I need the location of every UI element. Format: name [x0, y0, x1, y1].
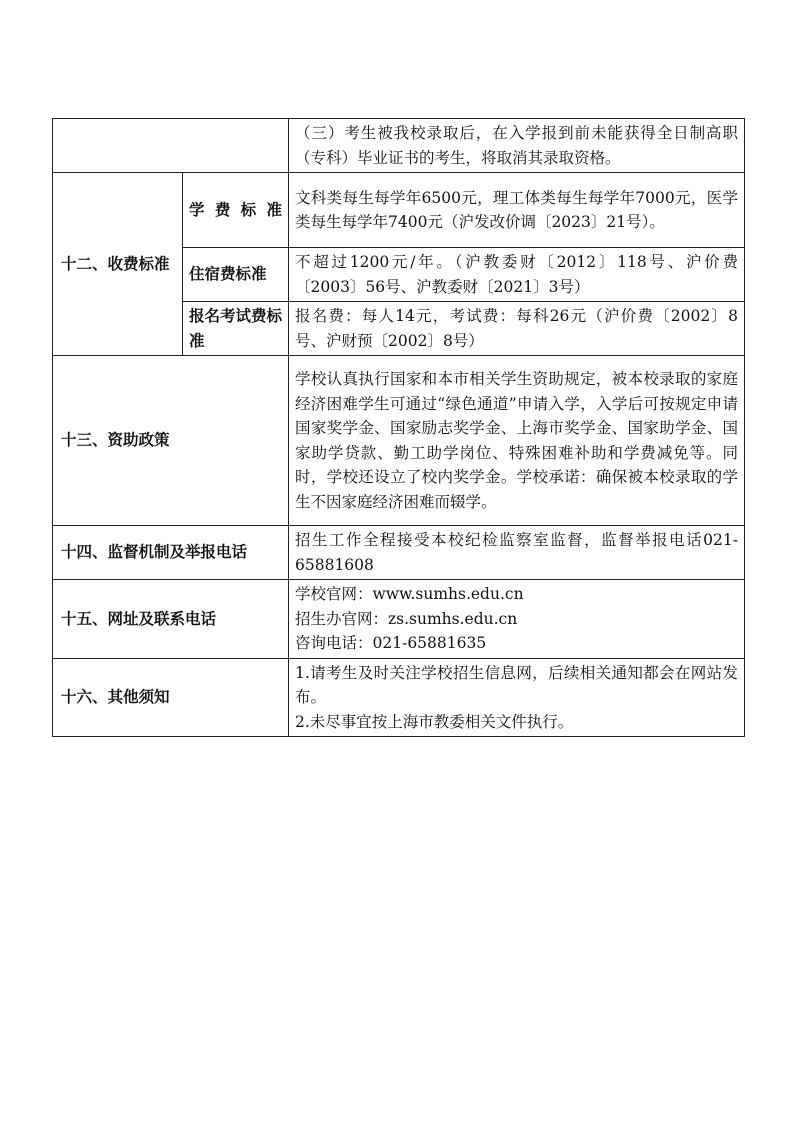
admission-info-table: [52, 118, 745, 737]
table-row-section-14: [53, 526, 745, 580]
notice-item-1: 1.请考生及时关注学校招生信息网，后续相关通知都会在网站发布。: [295, 663, 738, 706]
table-row-continuation: [53, 119, 745, 173]
section-14-label: 十四、监督机制及举报电话: [53, 526, 289, 580]
lodging-label: 住宿费标准: [183, 248, 289, 302]
section-15-label: 十五、网址及联系电话: [53, 580, 289, 659]
table-row-section-13: [53, 356, 745, 526]
tuition-text: 文科类每生每学年6500元，理工体类每生每学年7000元，医学类每生每学年7400元（沪发改价调〔2023〕21号）。: [289, 173, 745, 248]
section-13-text: 学校认真执行国家和本市相关学生资助规定，被本校录取的家庭经济困难学生可通过“绿色通道”申请入学，入学后可按规定申请国家奖学金、国家励志奖学金、上海市奖学金、国家助学金、国家助学贷款、勤工助学岗位、特殊困难补助和学费减免等。同时，学校还设立了校内奖学金。学校承诺：确保被本校录取的学生不因家庭经济困难而辍学。: [289, 356, 745, 526]
section-16-label: 十六、其他须知: [53, 658, 289, 737]
admissions-website-line: 招生办官网：zs.sumhs.edu.cn: [295, 609, 518, 628]
tuition-label: 学费标准: [183, 173, 289, 248]
lodging-text: 不超过1200元/年。（沪教委财〔2012〕118号、沪价费〔2003〕56号、沪教委财〔2021〕3号）: [289, 248, 745, 302]
section-16-content: [289, 658, 745, 737]
consult-phone-line: 咨询电话：021-65881635: [295, 634, 487, 652]
continuation-label-cell: [53, 119, 289, 173]
section-14-text: 招生工作全程接受本校纪检监察室监督，监督举报电话021-65881608: [289, 526, 745, 580]
exam-fee-label: 报名考试费标准: [183, 302, 289, 356]
section-13-label: 十三、资助政策: [53, 356, 289, 526]
notice-item-2: 2.未尽事宜按上海市教委相关文件执行。: [295, 712, 574, 731]
continuation-text: （三）考生被我校录取后，在入学报到前未能获得全日制高职（专科）毕业证书的考生，将取消其录取资格。: [289, 119, 745, 173]
table-row-tuition: [53, 173, 745, 248]
section-15-content: [289, 580, 745, 659]
table-row-section-15: [53, 580, 745, 659]
table-row-section-16: [53, 658, 745, 737]
section-12-label: 十二、收费标准: [53, 173, 183, 356]
school-website-line: 学校官网：www.sumhs.edu.cn: [295, 585, 524, 603]
exam-fee-text: 报名费：每人14元，考试费：每科26元（沪价费〔2002〕8号、沪财预〔2002〕8号）: [289, 302, 745, 356]
